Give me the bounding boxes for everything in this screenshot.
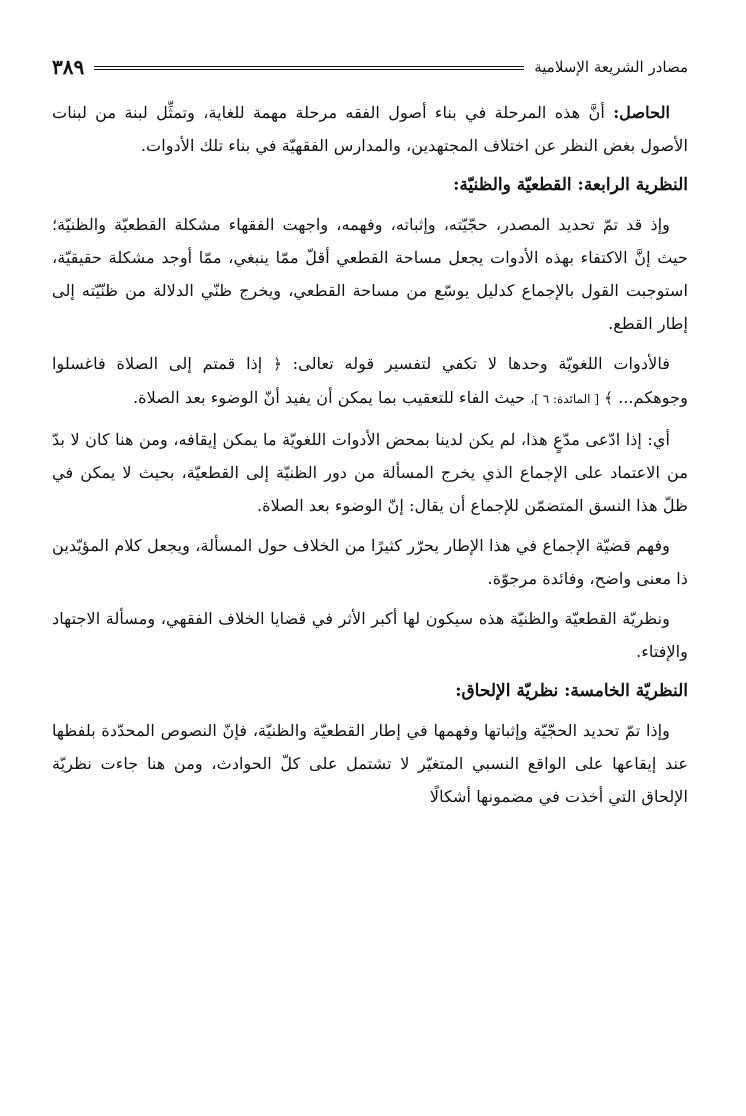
paragraph-consensus-understanding: وفهم قضيّة الإجماع في هذا الإطار يحرّر كثيرًا من الخلاف حول المسألة، ويجعل كلام المؤيّدين ذا معنى واضح، وفائدة مرجوّة. [52,536,688,588]
paragraph-text: أنَّ هذه المرحلة في بناء أصول الفقه مرحلة مهمة للغاية، وتمثِّل لبنة من لبنات الأصول بغض النظر عن اختلاف المجتهدين، والمدارس الفقهيّة في بناء تلك الأدوات. [52,103,688,155]
quran-bracket-open: ﴿ [273,355,282,373]
paragraph-linguistic-tools [52,347,688,416]
page-body [52,96,688,820]
paragraph-theory-impact: ونظريّة القطعيّة والظنيّة هذه سيكون لها أكبر الأثر في قضايا الخلاف الفقهي، ومسألة الاجتهاد والإفتاء. [52,609,688,661]
quran-quote: إذا قمتم إلى الصلاة فاغسلوا وجوهكم... [52,354,688,407]
page-header [52,52,688,82]
section-heading-fifth-theory: النظريّة الخامسة: نظريّة الإلحاق: [455,681,688,701]
verse-reference: [ المائدة: ٦ ]، [530,392,600,406]
paragraph-text: فالأدوات اللغويّة وحدها لا تكفي لتفسير قوله تعالى: [292,354,670,373]
header-rule [94,66,524,70]
paragraph-attachment-theory: وإذا تمّ تحديد الحجّيّة وإثباتها وفهمها في إطار القطعيّة والظنيّة، فإنّ النصوص المحدّدة بلفظها عند إيقاعها على الواقع النسبي المتغيّر لا تشتمل على كلّ الحوادث، ومن هنا جاءت نظريّة الإلحاق التي أخذت في مضمونها أشكالًا [52,721,688,806]
paragraph-lead: الحاصل: [613,103,670,122]
paragraph-consensus-need: أي: إذا ادّعى مدّعٍ هذا، لم يكن لدينا بمحض الأدوات اللغويّة ما يمكن إيقافه، ومن هنا كان لا بدّ من الاعتماد على الإجماع الذي يخرج المسألة من دور الظنيّة إلى القطعيّة، بحيث لا يمكن في ظلّ هذا النسق المتضمّن للإجماع أن يقال: إنّ الوضوء بعد الصلاة. [52,430,688,515]
paragraph-conclusion [52,96,688,162]
paragraph-text: حيث الفاء للتعقيب بما يمكن أن يفيد أنّ الوضوء بعد الصلاة. [132,388,526,407]
page-number: ٣٨٩ [52,55,85,79]
paragraph-definitiveness: وإذ قد تمّ تحديد المصدر، حجّيّته، وإثباته، وفهمه، واجهت الفقهاء مشكلة القطعيّة والظنيّة؛ حيث إنَّ الاكتفاء بهذه الأدوات يجعل مساحة القطعي أقلّ ممّا ينبغي، ممّا أوجد مشكلة حقيقيّة، استوجبت القول بالإجماع كدليل يوسّع من مساحة القطعي، ويخرج ظنّي الدلالة من ظنّيّته إلى إطار القطع. [52,215,688,333]
quran-bracket-close: ﴾ [604,389,613,407]
section-heading-fourth-theory: النظرية الرابعة: القطعيّة والظنيّة: [453,175,688,195]
running-title: مصادر الشريعة الإسلامية [534,58,688,76]
